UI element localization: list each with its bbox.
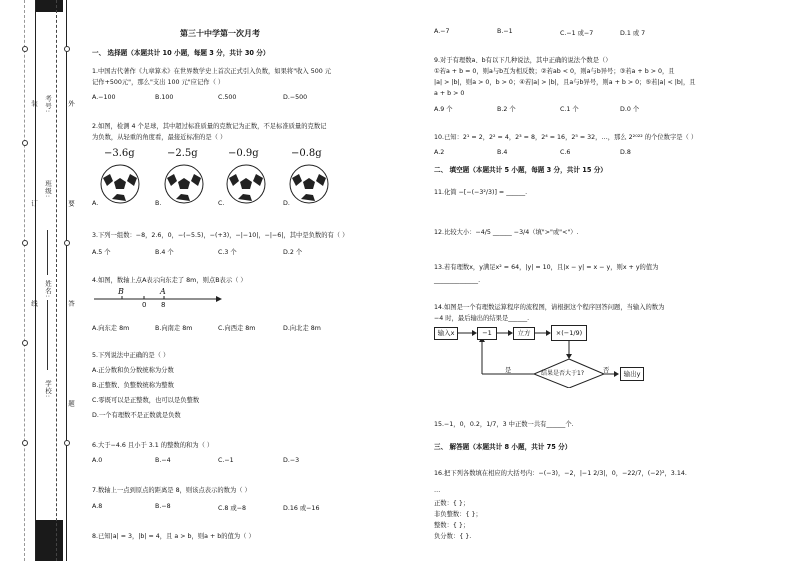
question-text: 2.如图，检测 4 个足球，其中超过标准质量的克数记为正数，不足标准质量的克数记 xyxy=(92,123,327,130)
option: B.2 个 xyxy=(497,106,516,113)
answer-line: 正数：{ }； xyxy=(434,500,470,507)
question-text: 14.如图是一个有理数运算程序的流程图，请根据这个程序回答问题，当输入的数为 xyxy=(434,304,665,311)
question-text: 9.对于有理数a、b有以下几种说法，其中正确的说法个数是（） xyxy=(434,57,612,64)
punch-hole xyxy=(22,140,28,146)
soccer-ball-icon xyxy=(227,165,265,203)
choice: C.零既可以是正整数，也可以是负整数 xyxy=(92,397,200,404)
option: D. xyxy=(283,200,290,207)
option: D.向北走 8m xyxy=(283,325,321,332)
flow-yes-label: 是 xyxy=(505,367,512,374)
option: D.2 个 xyxy=(283,249,303,256)
flow-output-box: 输出y xyxy=(620,367,644,381)
answer-line: 整数：{ }； xyxy=(434,522,470,529)
question-text: 记作+500元"，那么"支出 100 元"应记作（ ） xyxy=(92,79,225,86)
option: A.−7 xyxy=(434,28,450,35)
question-text: −4 时，最后输出的结果是______. xyxy=(434,315,530,322)
answer-line: 负分数：{ }. xyxy=(434,533,472,540)
option: A.5 个 xyxy=(92,249,111,256)
axis-zero: 0 xyxy=(142,301,147,309)
seal-char: 订 xyxy=(30,200,38,208)
section-heading: 三、 解答题（本题共计 8 小题，共计 75 分） xyxy=(434,443,572,451)
question-text: 11.化简 −[−(−3²/3)] = ______. xyxy=(434,189,528,196)
soccer-ball-icon xyxy=(290,165,328,203)
option: C.500 xyxy=(218,94,237,101)
option: C.8 或−8 xyxy=(218,505,246,512)
punch-hole xyxy=(64,46,70,52)
question-text: 为负数，从轻重的角度看，最接近标准的是（ ） xyxy=(92,134,227,141)
option: D.8 xyxy=(620,149,631,156)
option: A.8 xyxy=(92,503,103,510)
flow-cube-box: 立方 xyxy=(513,327,535,340)
seal-char: 线 xyxy=(30,300,38,308)
number-line xyxy=(92,287,222,311)
name-label: 姓名: xyxy=(44,280,52,299)
soccer-ball-icon xyxy=(101,165,139,203)
option: D.16 或−16 xyxy=(283,505,320,512)
choice: D.一个有理数不是正数就是负数 xyxy=(92,412,181,419)
question-text: 6.大于−4.6 且小于 3.1 的整数的和为（ ） xyxy=(92,442,214,449)
school-label: 学校: xyxy=(44,380,52,399)
option: D.0 个 xyxy=(620,106,640,113)
question-text: 4.如图，数轴上点A表示向东走了 8m，则点B表示（ ） xyxy=(92,277,247,284)
ball-value: −3.6g xyxy=(104,148,135,159)
axis-point-b: B xyxy=(118,287,124,296)
question-text: 3.下列一组数：−8，2.6，0，−(−5.5)，−(+3)，−|−10|，−|−6|，其中是负数的有（ ） xyxy=(92,232,349,239)
option: D.1 或 7 xyxy=(620,30,646,37)
flow-no-label: 否 xyxy=(603,367,610,374)
question-text: 16.把下列各数填在相应的大括号内：−(−3)，−2，|−1 2/3|，0，−22/7，(−2)²，3.14. xyxy=(434,470,687,477)
seal-char: 题 xyxy=(67,400,75,408)
page-title: 第三十中学第一次月考 xyxy=(180,29,260,38)
punch-hole xyxy=(64,240,70,246)
question-text: 5.下列说法中正确的是（ ） xyxy=(92,352,170,359)
class-label: 班级: xyxy=(44,180,52,199)
option: B.100 xyxy=(155,94,174,101)
option: C.−1 xyxy=(218,457,234,464)
option: A. xyxy=(92,200,99,207)
question-text: 15.−1，0，0.2，1/7，3 中正数一共有______个. xyxy=(434,421,574,428)
question-text: 12.比较大小：−4/5 ______ −3/4（填">"或"<"）. xyxy=(434,229,579,236)
answer-line: 非负整数：{ }； xyxy=(434,511,482,518)
cut-line xyxy=(56,0,58,561)
id-label: 考号: xyxy=(44,95,52,114)
option: B.向南走 8m xyxy=(155,325,193,332)
option: C.−1 或−7 xyxy=(560,30,594,37)
question-text: a + b > 0 xyxy=(434,90,465,97)
strip-bar-bottom xyxy=(36,520,63,561)
option: C.3 个 xyxy=(218,249,237,256)
seal-char: 装 xyxy=(30,100,38,108)
ball-value: −0.9g xyxy=(228,148,259,159)
choice: A.正分数和负分数统称为分数 xyxy=(92,367,174,374)
flow-multiply-box: ×(−1/9) xyxy=(551,325,587,341)
question-text: ①若a + b = 0，则a与b互为相反数；②若ab < 0，则a与b异号；③若a + b > 0，且 xyxy=(434,68,675,75)
question-text: 13.若有理数x，y满足x² = 64，|y| = 10，且|x − y| = x − y，则x + y的值为 xyxy=(434,264,659,271)
option: C.6 xyxy=(560,149,571,156)
choice: B.正整数、负整数统称为整数 xyxy=(92,382,174,389)
name-line xyxy=(47,230,48,275)
option: B.−1 xyxy=(497,28,513,35)
flow-input-box: 输入x xyxy=(434,327,458,340)
option: C.1 个 xyxy=(560,106,579,113)
question-text: 8.已知|a| = 3，|b| = 4，且 a > b，则a + b的值为（ ） xyxy=(92,533,255,540)
strip-bar-top xyxy=(36,0,63,12)
option: C.向西走 8m xyxy=(218,325,256,332)
option: B.−4 xyxy=(155,457,171,464)
question-text: 10.已知：2¹ = 2，2² = 4，2³ = 8，2⁴ = 16，2⁵ = 32，…，那么 2²⁰²² 的个位数字是（ ） xyxy=(434,134,698,141)
option: A.2 xyxy=(434,149,445,156)
school-line xyxy=(47,300,48,370)
section-heading: 二、 填空题（本题共计 5 小题，每题 3 分，共计 15 分） xyxy=(434,166,607,174)
axis-eight: 8 xyxy=(161,301,166,309)
ball-value: −0.8g xyxy=(291,148,322,159)
punch-hole xyxy=(22,440,28,446)
option: A.向东走 8m xyxy=(92,325,130,332)
axis-point-a: A xyxy=(160,287,166,296)
flow-minus-box: −1 xyxy=(477,327,497,340)
option: B.−8 xyxy=(155,503,171,510)
cut-line-outer xyxy=(24,0,26,561)
option: B.4 个 xyxy=(155,249,174,256)
flow-decision-label: 结果是否大于1? xyxy=(541,370,585,377)
question-text: 1.中国古代著作《九章算术》在世界数学史上首次正式引入负数，如果将"收入 500 元 xyxy=(92,68,332,75)
question-text: ______________. xyxy=(434,277,481,284)
option: B. xyxy=(155,200,162,207)
option: D.−500 xyxy=(283,94,308,101)
option: C. xyxy=(218,200,225,207)
ellipsis: … xyxy=(434,487,441,494)
option: D.−3 xyxy=(283,457,300,464)
option: A.9 个 xyxy=(434,106,453,113)
section-heading: 一、 选择题（本题共计 10 小题，每题 3 分，共计 30 分） xyxy=(92,49,270,57)
seal-char: 答 xyxy=(67,300,75,308)
punch-hole xyxy=(64,440,70,446)
option: B.4 xyxy=(497,149,508,156)
ball-value: −2.5g xyxy=(167,148,198,159)
punch-hole xyxy=(22,46,28,52)
punch-hole xyxy=(22,340,28,346)
question-text: |a| > |b|，则a > 0，b > 0；④若|a| > |b|，且a与b异号，则a + b > 0；⑤若|a| < |b|，且 xyxy=(434,79,696,86)
seal-char: 外 xyxy=(67,100,75,108)
question-text: 7.数轴上一点到原点的距离是 8，则该点表示的数为（ ） xyxy=(92,487,251,494)
option: A.0 xyxy=(92,457,103,464)
soccer-ball-icon xyxy=(165,165,203,203)
punch-hole xyxy=(22,240,28,246)
seal-char: 要 xyxy=(67,200,75,208)
option: A.−100 xyxy=(92,94,116,101)
